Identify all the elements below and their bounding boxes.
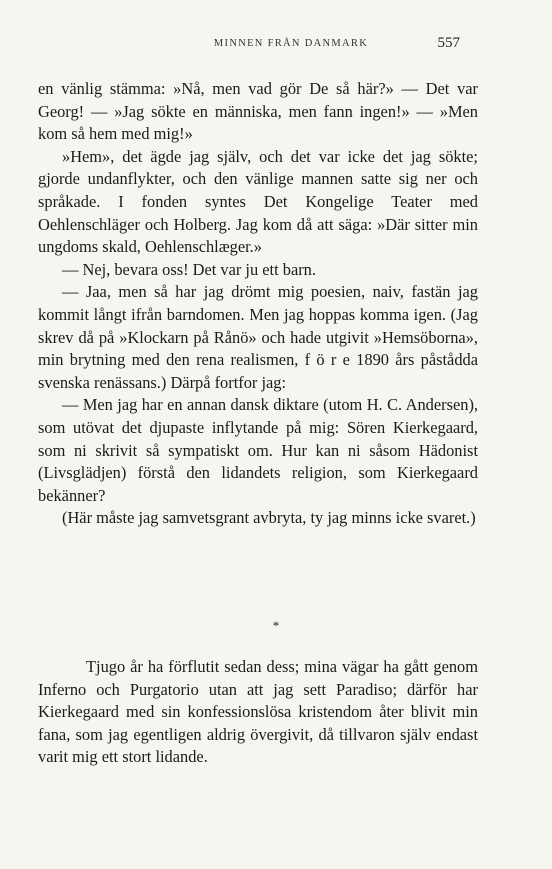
body-text-section-1 (38, 78, 478, 530)
paragraph: — Men jag har en annan dansk diktare (utom H. C. Andersen), som utövat det djupaste inflytande på mig: Sören Kierkegaard, som ni skrivit så sympatiskt om. Hur kan ni såsom Hädonist (Livsglädjen) förstå den lidandets religion, som Kierkegaard bekänner? (38, 395, 478, 505)
paragraph: (Här måste jag samvetsgrant avbryta, ty jag minns icke svaret.) (62, 508, 476, 528)
body-text-section-2 (38, 656, 478, 769)
paragraph: »Hem», det ägde jag själv, och det var icke det jag sökte; gjorde undanflykter, och den vänlige mannen satte sig ner och språkade. I fonden syntes Det Kongelige Teater med Oehlenschläger och Holberg. Jag kom då att säga: »Där sitter min ungdoms skald, Oehlenschlæger.» (38, 146, 478, 257)
paragraph: Tjugo år ha förflutit sedan dess; mina vägar ha gått genom Inferno och Purgatorio utan att jag sett Paradiso; därför har Kierkegaard med sin konfessionslösa kristendom åter blivit min fana, som jag egentligen aldrig övergivit, då tillvaron själv endast varit mig ett stort lidande. (38, 657, 478, 767)
paragraph: — Jaa, men så har jag drömt mig poesien, naiv, fastän jag kommit långt ifrån barndomen. Men jag hoppas komma igen. (Jag skrev då på »Klockarn på Rånö» och hade utgivit »Hemsöborna», min brytning med den rena realismen, f ö r e 1890 års påstådda svenska renässans.) Därpå fortfor jag: (38, 282, 478, 392)
paragraph: en vänlig stämma: »Nå, men vad gör De så här?» — Det var Georg! — »Jag sökte en människa, men fann ingen!» — »Men kom så hem med mig!» (38, 79, 478, 144)
paragraph: — Nej, bevara oss! Det var ju ett barn. (62, 259, 316, 279)
page-number: 557 (437, 35, 460, 51)
running-title: MINNEN FRÅN DANMARK (213, 38, 369, 49)
running-header (0, 35, 552, 58)
section-separator: * (272, 618, 280, 633)
